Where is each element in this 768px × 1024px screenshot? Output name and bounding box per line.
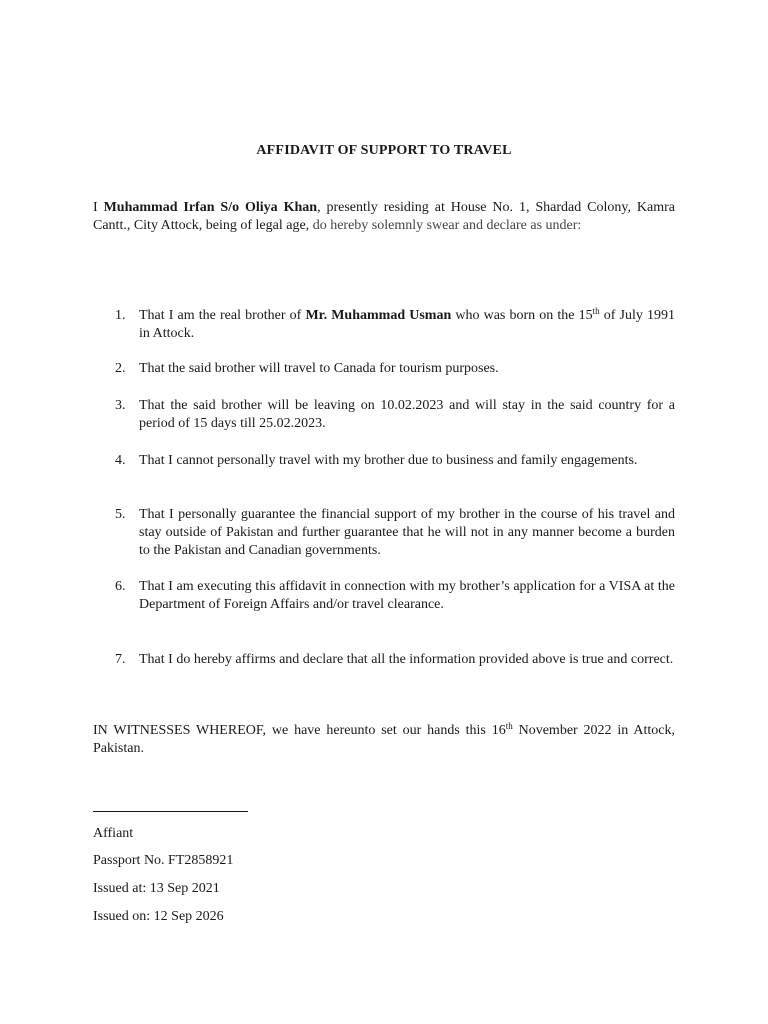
witness-text: November 2022 in Attock, Pakistan. <box>93 723 675 756</box>
item-number: 6. <box>115 579 126 594</box>
issued-at: Issued at: 13 Sep 2021 <box>93 881 220 896</box>
item-number: 7. <box>115 652 126 667</box>
item-text-part: of July 1991 in Attock. <box>139 308 676 341</box>
witness-paragraph <box>93 722 675 758</box>
item-text <box>139 307 675 343</box>
intro-paragraph <box>93 199 675 235</box>
item-number: 5. <box>115 507 126 522</box>
signature-line <box>93 811 248 812</box>
item-text: That the said brother will be leaving on 10.02.2023 and will stay in the said country for a period of 15 days till 25.02.2023. <box>139 398 675 431</box>
passport-number: Passport No. FT2858921 <box>93 853 234 868</box>
intro-prefix: I <box>93 200 104 215</box>
issued-on: Issued on: 12 Sep 2026 <box>93 909 224 924</box>
item-text: That I cannot personally travel with my brother due to business and family engagements. <box>139 453 638 468</box>
item-text: That the said brother will travel to Canada for tourism purposes. <box>139 361 499 376</box>
item-number: 1. <box>115 308 126 323</box>
ordinal-suffix: th <box>592 306 600 316</box>
item-text: That I am executing this affidavit in connection with my brother’s application for a VISA at the Department of Foreign Affairs and/or travel clearance. <box>139 579 675 612</box>
item-number: 2. <box>115 361 126 376</box>
brother-name: Mr. Muhammad Usman <box>305 308 452 323</box>
item-number: 3. <box>115 398 126 413</box>
item-text-part: That I am the real brother of <box>139 308 306 323</box>
affiant-label: Affiant <box>93 826 134 841</box>
intro-end: do hereby solemnly swear and declare as under: <box>312 218 582 233</box>
affiant-name: Muhammad Irfan S/o Oliya Khan <box>103 200 318 215</box>
intro-middle: , presently residing at House No. 1, Shardad Colony, Kamra Cantt., City Attock, being of legal age, <box>93 200 675 233</box>
ordinal-suffix: th <box>505 721 513 731</box>
item-text-part: who was born on the 15 <box>451 308 593 323</box>
item-number: 4. <box>115 453 126 468</box>
document-title: AFFIDAVIT OF SUPPORT TO TRAVEL <box>256 143 512 158</box>
item-text: That I personally guarantee the financial support of my brother in the course of his travel and stay outside of Pakistan and further guarantee that he will not in any manner become a burden to the Pakistan and Canadian governments. <box>139 507 675 558</box>
witness-text: IN WITNESSES WHEREOF, we have hereunto set our hands this 16 <box>93 723 506 738</box>
item-text: That I do hereby affirms and declare that all the information provided above is true and correct. <box>139 652 674 667</box>
